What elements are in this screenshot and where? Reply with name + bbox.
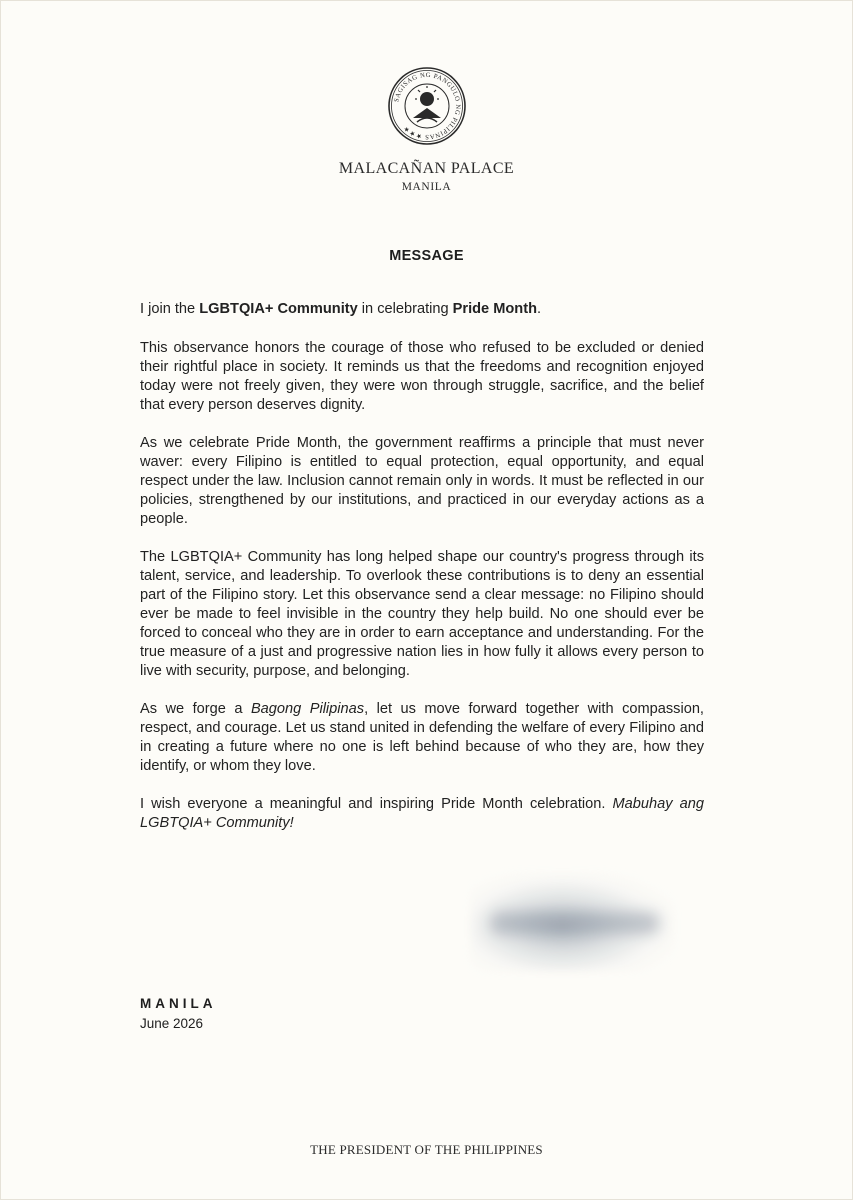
message-body — [140, 300, 704, 852]
blurred-signature — [470, 872, 675, 972]
paragraph-contributions: The LGBTQIA+ Community has long helped shape our country's progress through its talent, service, and leadership. To overlook these contributions is to deny an essential part of the Filipino story. Let this observance send a clear message: no Filipino should ever be made to feel invisible in the country they help build. No one should ever be forced to conceal who they are in order to earn acceptance and understanding. For the true measure of a just and progressive nation lies in how fully it allows every person to live with security, purpose, and belonging. — [140, 549, 704, 679]
palace-city: MANILA — [401, 181, 452, 193]
closing-date: June 2026 — [140, 1016, 204, 1031]
paragraph-principle: As we celebrate Pride Month, the government reaffirms a principle that must never waver: every Filipino is entitled to equal protection, equal opportunity, and equal respect under the law. Inclusion cannot remain only in words. It must be reflected in our policies, strengthened by our institutions, and practiced in our everyday actions as a people. — [140, 435, 704, 527]
palace-name: MALACAÑAN PALACE — [338, 160, 515, 177]
closing-place: MANILA — [140, 996, 217, 1011]
message-heading: MESSAGE — [389, 248, 464, 264]
paragraph-closing-wish: I wish everyone a meaningful and inspiring Pride Month celebration. Mabuhay ang LGBTQIA+ Community! — [140, 796, 704, 831]
footer-title: THE PRESIDENT OF THE PHILIPPINES — [310, 1142, 543, 1157]
paragraph-intro: I join the LGBTQIA+ Community in celebrating Pride Month. — [140, 301, 542, 317]
svg-text:SAGISAG NG PANGULO NG PILIPINA: SAGISAG NG PANGULO NG PILIPINAS ★★★ — [393, 71, 462, 141]
presidential-seal-icon — [387, 66, 467, 146]
paragraph-bagong-pilipinas: As we forge a Bagong Pilipinas, let us move forward together with compassion, respect, and courage. Let us stand united in defending the welfare of every Filipino and in creating a future where no one is left behind because of who they are, how they identify, or whom they love. — [140, 701, 704, 774]
paragraph-observance: This observance honors the courage of those who refused to be excluded or denied their rightful place in society. It reminds us that the freedoms and recognition enjoyed today were not freely given, they were won through struggle, sacrifice, and the belief that every person deserves dignity. — [140, 340, 704, 413]
